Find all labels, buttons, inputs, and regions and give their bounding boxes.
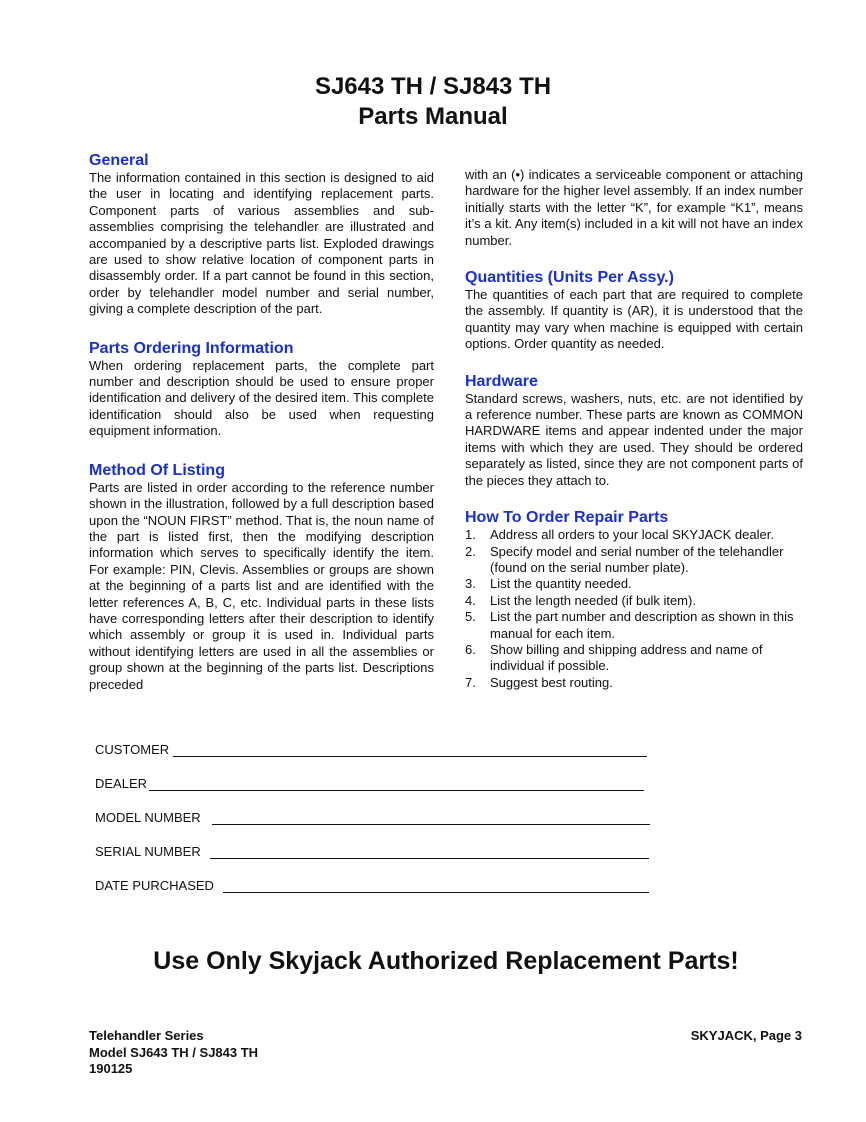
footer-code: 190125 xyxy=(89,1061,133,1076)
serial-number-line[interactable] xyxy=(210,858,649,859)
customer-label: CUSTOMER xyxy=(95,742,170,757)
listing-text-continued: with an (•) indicates a serviceable component or attaching hardware for the higher level assembly. If an index number initially starts with the letter “K”, for example “K1”, means it’s a kit. Any item(s) included in a kit will not have an index number. xyxy=(465,167,803,248)
list-item: 6. Show billing and shipping address and name of individual if possible. xyxy=(465,641,763,674)
customer-line[interactable] xyxy=(173,756,647,757)
ordering-text: When ordering replacement parts, the complete part number and description should be used to ensure proper identification and delivery of the desired item. This complete identification should also be used when requesting equipment information. xyxy=(89,357,434,439)
general-heading: General xyxy=(89,152,149,169)
listing-text: Parts are listed in order according to the reference number shown in the illustration, followed by a full description based upon the “NOUN FIRST” method. That is, the noun name of the part is listed first, then the modifying description information which serves to specifically identify the item. For example: PIN, Clevis. Assemblies or groups are shown at the beginning of a parts list and are identified with the letter references A, B, C, etc. Individual parts in these lists have corresponding letters after their description to identify which assembly or group it is used in. Individual parts without identifying letters are used in all the assemblies or group shown at the beginning of the parts list. Descriptions preceded xyxy=(89,479,434,692)
dealer-line[interactable] xyxy=(149,790,644,791)
footer-page: SKYJACK, Page 3 xyxy=(690,1028,802,1043)
quantities-heading: Quantities (Units Per Assy.) xyxy=(465,269,674,287)
serial-number-label: SERIAL NUMBER xyxy=(95,844,201,859)
list-item: 3. List the quantity needed. xyxy=(465,576,632,592)
model-number-line[interactable] xyxy=(212,824,650,825)
list-item: 5. List the part number and description as shown in this manual for each item. xyxy=(465,609,794,641)
model-number-label: MODEL NUMBER xyxy=(95,810,201,825)
list-item: 4. List the length needed (if bulk item). xyxy=(465,592,696,608)
general-text: The information contained in this section is designed to aid the user in locating and identifying replacement parts. Component parts of various assemblies and sub-assemblies comprising the telehandler are illustrated and accompanied by a descriptive parts list. Exploded drawings are used to show relative location of component parts in disassembly order. If a part cannot be found in this section, order by telehandler model number and serial number, giving a complete description of the part. xyxy=(89,170,434,317)
document-subtitle: Parts Manual xyxy=(358,103,508,130)
ordering-heading: Parts Ordering Information xyxy=(89,339,294,357)
list-item: 2. Specify model and serial number of the telehandler (found on the serial number plate). xyxy=(465,543,784,575)
authorized-parts-banner: Use Only Skyjack Authorized Replacement Parts! xyxy=(153,947,739,975)
hardware-heading: Hardware xyxy=(465,372,538,390)
list-item: 1. Address all orders to your local SKYJACK dealer. xyxy=(465,527,774,543)
quantities-text: The quantities of each part that are required to complete the assembly. If quantity is (AR), it is understood that the quantity may vary when machine is equipped with certain options. Order quantity as needed. xyxy=(465,287,803,352)
footer-series: Telehandler Series xyxy=(89,1028,204,1043)
date-purchased-line[interactable] xyxy=(223,892,649,893)
listing-heading: Method Of Listing xyxy=(89,461,225,479)
dealer-label: DEALER xyxy=(95,776,148,791)
footer-left xyxy=(89,1028,258,1078)
hardware-text: Standard screws, washers, nuts, etc. are not identified by a reference number. These parts are known as COMMON HARDWARE items and appear indented under the major items with which they are used. They should be ordered separately as listed, since they are not component parts of the pieces they attach to. xyxy=(465,390,803,488)
footer-model: Model SJ643 TH / SJ843 TH xyxy=(89,1044,259,1060)
document-title: SJ643 TH / SJ843 TH xyxy=(314,73,552,100)
right-column xyxy=(465,167,803,691)
date-purchased-label: DATE PURCHASED xyxy=(95,878,214,893)
list-item: 7. Suggest best routing. xyxy=(465,674,613,690)
left-column xyxy=(89,152,434,693)
repair-steps-list xyxy=(465,527,803,691)
repair-heading: How To Order Repair Parts xyxy=(465,509,669,527)
